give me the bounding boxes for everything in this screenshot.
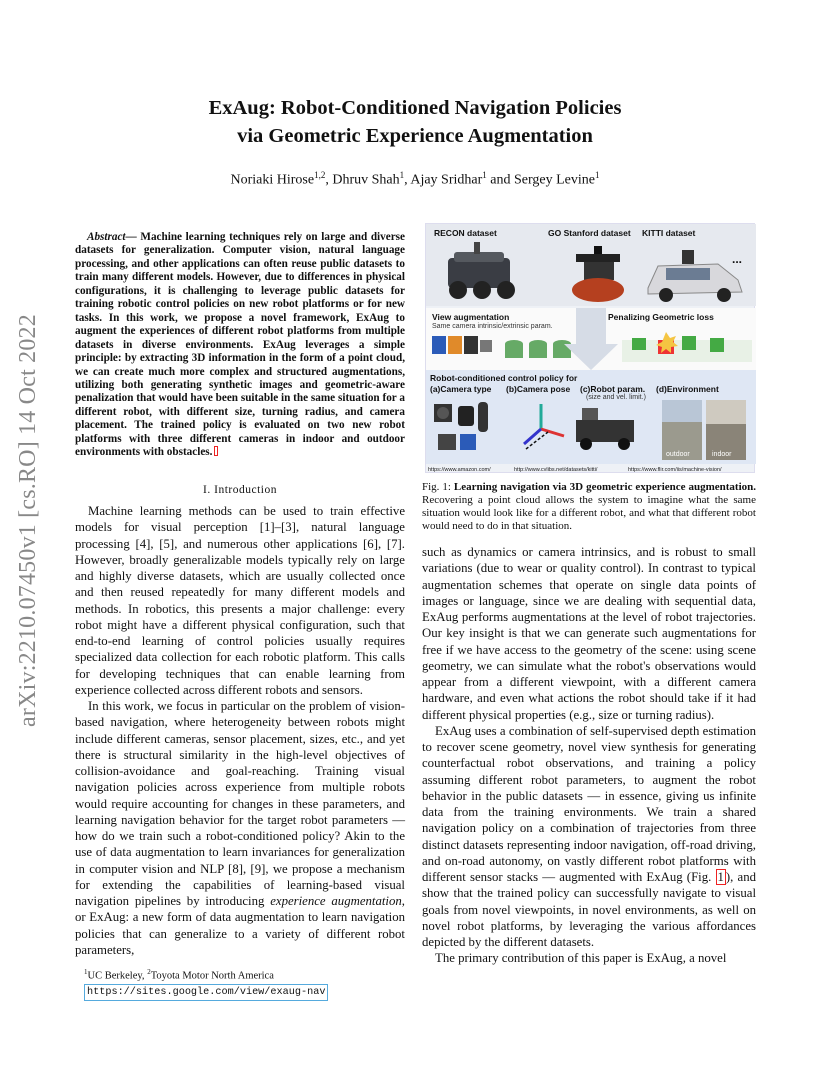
- project-link[interactable]: https://sites.google.com/view/exaug-nav: [84, 984, 328, 1001]
- figure-illustration: [426, 224, 756, 474]
- arxiv-identifier: [8, 290, 48, 750]
- more-datasets-ellipsis: ...: [732, 252, 743, 266]
- env-indoor-label: indoor: [712, 451, 732, 458]
- intro-right-column: [422, 544, 756, 967]
- dataset-label-recon: RECON dataset: [434, 228, 497, 238]
- title-line-2: via Geometric Experience Augmentation: [237, 125, 593, 147]
- credit-kitti: http://www.cvlibs.net/datasets/kitti/: [514, 467, 598, 473]
- section-heading: I. Introduction: [203, 484, 277, 496]
- figure-caption: Fig. 1: Learning navigation via 3D geometric experience augmentation. Recovering a point cloud allows the system to imagine what the same situation would look like for a different robot, and what that different robot would need to do in that situation.: [422, 481, 756, 532]
- cond-environment: (d)Environment: [656, 384, 719, 394]
- abstract-text: — Machine learning techniques rely on large and diverse datasets for generalization. Computer vision, natural language processing, and other applications can often reuse public datasets to train many different models. However, due to differences in physical configurations, it is challenging to leverage public datasets for training robotic control policies on new robot platforms or for new tasks. In this work, we propose a novel framework, ExAug to augment the experiences of different robot platforms from multiple datasets in diverse environments. ExAug leverages a simple principle: by extracting 3D information in the form of a point cloud, we can create much more complex and structured augmentations, utilizing both generating synthetic images and geometric-aware penalization that would have been suitable in the same situation for a different robot, with different size, turning radius, and camera placement. The trained policy is evaluated on two new robot platforms with three different cameras in indoor and outdoor environments with obstacles.: [75, 231, 405, 459]
- penalizing-label: Penalizing Geometric loss: [608, 312, 714, 322]
- abstract-label: Abstract: [87, 231, 126, 243]
- author-list: Noriaki Hirose$^{1,2}$, Dhruv Shah$^1$, Ajay Sridhar$^1$ and Sergey Levine$^1$: [230, 170, 600, 188]
- author-3: Ajay Sridhar: [410, 172, 483, 188]
- paragraph: The primary contribution of this paper is ExAug, a novel: [435, 951, 727, 966]
- env-outdoor-label: outdoor: [666, 451, 690, 458]
- figure-reference-link[interactable]: 1: [717, 870, 724, 884]
- credit-flir: https://www.flir.com/iis/machine-vision/: [628, 467, 722, 473]
- view-aug-label: View augmentation: [432, 312, 510, 322]
- conditioned-label: Robot-conditioned control policy for: [430, 373, 578, 383]
- title-line-1: ExAug: Robot-Conditioned Navigation Policies: [208, 97, 622, 119]
- paragraph: In this work, we focus in particular on the problem of vision-based navigation, where heterogeneity between robots might include different cameras, sensor placement, sizes, etc., and yet there is structural similarity in the high-level objectives of collision-avoidance and goal-reaching. Training visual navigation policies across experience from multiple robots would require accounting for changes in these parameters, and learning navigation behavior for the target robot parameters — how do we train such a robot-conditioned policy? Akin to the use of data augmentation to learn invariances for generalization in computer vision and NLP [8], [9], we propose a mechanism for extending the capabilities of learning-based visual navigation pipelines by introducing experience augmentation, or ExAug: a new form of data augmentation to learn navigation policies that can generalize to a variety of different robot parameters,: [75, 699, 405, 957]
- paragraph: Machine learning methods can be used to train effective models for visual perception [1]–[3], natural language processing [4], [5], and numerous other applications [6], [7]. However, broadly generalizable models typically rely on large and highly diverse datasets, which are usually collected once and then reused repeatedly for many different models and methods. In robotics, this presents a major challenge: every robot might have a different physical configuration, such that end-to-end learning of control policies usually requires specialized data collection for each robotic platform. This calls for developing techniques that can enable learning from experience collected across different robots and sensors.: [75, 504, 405, 697]
- paper-title: [100, 94, 730, 150]
- cond-robot-param: (c)Robot param.: [580, 384, 646, 394]
- dataset-label-go-stanford: GO Stanford dataset: [548, 228, 631, 238]
- author-1: Noriaki Hirose: [230, 172, 315, 188]
- credit-amazon: https://www.amazon.com/: [428, 467, 491, 473]
- paragraph: such as dynamics or camera intrinsics, and is robust to small variations (due to wear or quality control). In contrast to typical augmentation schemes that operate on single data points of images or language, since we are dealing with sequential data, ExAug performs augmentations at the level of robot trajectories. Our key insight is that we can generate such augmentations for free if we have access to the geometry of the scene: using scene geometry, we can simulate what the robot's observations would appear from a different viewpoint, with a different camera hardware, and even what actions the robot should take if it had different physical properties (e.g., size or turning radius).: [422, 545, 756, 722]
- arxiv-identifier-text: arXiv:2210.07450v1 [cs.RO] 14 Oct 2022: [14, 313, 41, 727]
- cond-camera-type: (a)Camera type: [430, 384, 492, 394]
- footnote: $^1$UC Berkeley, $^2$Toyota Motor North America https://sites.google.com/view/exaug-nav: [84, 965, 328, 1001]
- intro-left-column: [75, 503, 405, 958]
- dataset-label-kitti: KITTI dataset: [642, 228, 696, 238]
- author-2: Dhruv Shah: [332, 172, 400, 188]
- paragraph: ExAug uses a combination of self-supervised depth estimation to recover scene geometry, novel view synthesis for generating counterfactual robot observations, and training a policy assuming different robot parameters, to augment the robot behavior in the public datasets — in essence, giving us infinite data from the training environments. We train a shared navigation policy on a combination of trajectories from three distinct datasets representing indoor navigation, off-road driving, and on-road autonomy, on vastly different robot platforms with different sensor stacks — augmented with ExAug (Fig. 1 ), and show that the trained policy can successfully navigate to visual goals from novel viewpoints, in novel environments, as well on novel robot platforms, by leveraging the various affordances depicted by the different datasets.: [422, 723, 756, 949]
- cond-robot-param-sub: (size and vel. limit.): [586, 394, 646, 401]
- figure-1: [425, 223, 755, 473]
- view-aug-sub: Same camera intrinsic/extrinsic param.: [432, 323, 553, 330]
- author-4: Sergey Levine: [514, 172, 595, 188]
- abstract: [75, 231, 405, 460]
- cond-camera-pose: (b)Camera pose: [506, 384, 571, 394]
- edit-marker: [214, 446, 218, 456]
